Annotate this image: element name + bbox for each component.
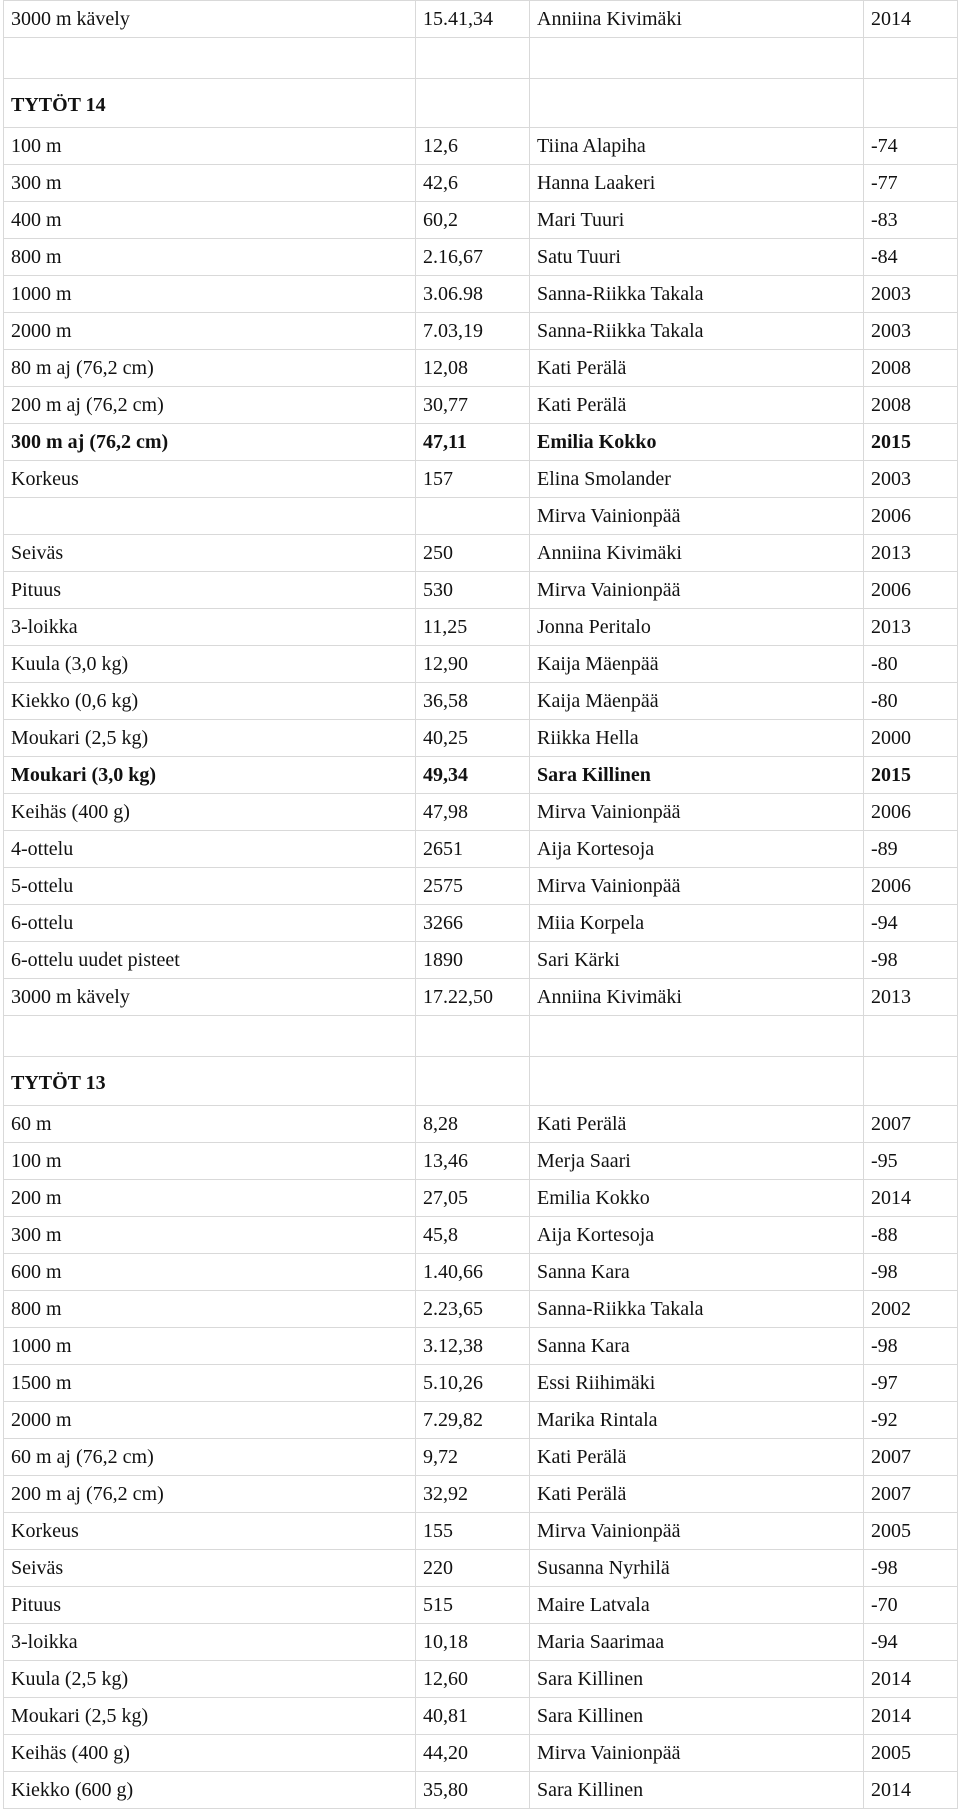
- record-row: [4, 1476, 958, 1513]
- record-row: [4, 424, 958, 461]
- event-cell: 2000 m: [4, 1402, 416, 1439]
- result-cell: 30,77: [416, 387, 530, 424]
- result-cell: 40,25: [416, 720, 530, 757]
- athlete-cell: Susanna Nyrhilä: [530, 1550, 864, 1587]
- year-cell: -88: [864, 1217, 958, 1254]
- result-cell: 12,08: [416, 350, 530, 387]
- athlete-cell: Sanna Kara: [530, 1254, 864, 1291]
- year-cell: 2005: [864, 1735, 958, 1772]
- section-title: TYTÖT 14: [4, 79, 416, 128]
- year-cell: 2013: [864, 609, 958, 646]
- year-cell: -95: [864, 1143, 958, 1180]
- event-cell: 60 m aj (76,2 cm): [4, 1439, 416, 1476]
- empty-cell: [864, 79, 958, 128]
- year-cell: 2007: [864, 1476, 958, 1513]
- athlete-cell: Anniina Kivimäki: [530, 979, 864, 1016]
- athlete-cell: Marika Rintala: [530, 1402, 864, 1439]
- athlete-cell: Mirva Vainionpää: [530, 868, 864, 905]
- result-cell: 2.23,65: [416, 1291, 530, 1328]
- record-row: [4, 868, 958, 905]
- empty-cell: [530, 38, 864, 79]
- record-row: [4, 1772, 958, 1809]
- event-cell: 1000 m: [4, 1328, 416, 1365]
- year-cell: 2014: [864, 1772, 958, 1809]
- year-cell: 2006: [864, 572, 958, 609]
- result-cell: 1.40,66: [416, 1254, 530, 1291]
- result-cell: 9,72: [416, 1439, 530, 1476]
- record-row: [4, 1291, 958, 1328]
- record-row: [4, 609, 958, 646]
- result-cell: 36,58: [416, 683, 530, 720]
- year-cell: 2008: [864, 387, 958, 424]
- athlete-cell: Maria Saarimaa: [530, 1624, 864, 1661]
- event-cell: 200 m: [4, 1180, 416, 1217]
- record-row: [4, 1143, 958, 1180]
- year-cell: -84: [864, 239, 958, 276]
- result-cell: 220: [416, 1550, 530, 1587]
- athlete-cell: Kati Perälä: [530, 1439, 864, 1476]
- record-row: [4, 202, 958, 239]
- athlete-cell: Emilia Kokko: [530, 1180, 864, 1217]
- year-cell: 2015: [864, 424, 958, 461]
- record-row: [4, 1365, 958, 1402]
- record-row: [4, 239, 958, 276]
- result-cell: 49,34: [416, 757, 530, 794]
- athlete-cell: Kati Perälä: [530, 1106, 864, 1143]
- year-cell: 2002: [864, 1291, 958, 1328]
- event-cell: Korkeus: [4, 461, 416, 498]
- result-cell: 157: [416, 461, 530, 498]
- athlete-cell: Sara Killinen: [530, 1698, 864, 1735]
- empty-cell: [864, 1016, 958, 1057]
- year-cell: 2006: [864, 794, 958, 831]
- year-cell: -92: [864, 1402, 958, 1439]
- result-cell: 7.03,19: [416, 313, 530, 350]
- year-cell: 2003: [864, 461, 958, 498]
- athlete-cell: Essi Riihimäki: [530, 1365, 864, 1402]
- record-row: [4, 683, 958, 720]
- result-cell: [416, 498, 530, 535]
- event-cell: 200 m aj (76,2 cm): [4, 387, 416, 424]
- empty-cell: [416, 1057, 530, 1106]
- year-cell: 2014: [864, 1661, 958, 1698]
- year-cell: 2005: [864, 1513, 958, 1550]
- year-cell: -98: [864, 942, 958, 979]
- record-row: [4, 942, 958, 979]
- section-heading-row: [4, 1057, 958, 1106]
- year-cell: -83: [864, 202, 958, 239]
- event-cell: 3000 m kävely: [4, 1, 416, 38]
- year-cell: 2007: [864, 1439, 958, 1476]
- result-cell: 250: [416, 535, 530, 572]
- record-row: [4, 1254, 958, 1291]
- spacer-row: [4, 1016, 958, 1057]
- result-cell: 10,18: [416, 1624, 530, 1661]
- year-cell: 2014: [864, 1698, 958, 1735]
- athlete-cell: Hanna Laakeri: [530, 165, 864, 202]
- event-cell: 1500 m: [4, 1365, 416, 1402]
- event-cell: 4-ottelu: [4, 831, 416, 868]
- result-cell: 27,05: [416, 1180, 530, 1217]
- result-cell: 40,81: [416, 1698, 530, 1735]
- athlete-cell: Anniina Kivimäki: [530, 535, 864, 572]
- athlete-cell: Emilia Kokko: [530, 424, 864, 461]
- record-row: [4, 1698, 958, 1735]
- event-cell: 5-ottelu: [4, 868, 416, 905]
- result-cell: 155: [416, 1513, 530, 1550]
- event-cell: 400 m: [4, 202, 416, 239]
- athlete-cell: Kati Perälä: [530, 387, 864, 424]
- result-cell: 530: [416, 572, 530, 609]
- record-row: [4, 128, 958, 165]
- event-cell: Kuula (3,0 kg): [4, 646, 416, 683]
- athlete-cell: Elina Smolander: [530, 461, 864, 498]
- result-cell: 3266: [416, 905, 530, 942]
- record-row: [4, 646, 958, 683]
- athlete-cell: Tiina Alapiha: [530, 128, 864, 165]
- event-cell: Moukari (3,0 kg): [4, 757, 416, 794]
- athlete-cell: Sari Kärki: [530, 942, 864, 979]
- event-cell: [4, 498, 416, 535]
- athlete-cell: Kati Perälä: [530, 350, 864, 387]
- result-cell: 32,92: [416, 1476, 530, 1513]
- spacer-row: [4, 38, 958, 79]
- year-cell: 2014: [864, 1, 958, 38]
- year-cell: -80: [864, 683, 958, 720]
- event-cell: Pituus: [4, 572, 416, 609]
- empty-cell: [864, 38, 958, 79]
- record-row: [4, 1180, 958, 1217]
- year-cell: 2006: [864, 868, 958, 905]
- year-cell: -70: [864, 1587, 958, 1624]
- record-row: [4, 498, 958, 535]
- event-cell: 800 m: [4, 1291, 416, 1328]
- result-cell: 7.29,82: [416, 1402, 530, 1439]
- record-row: [4, 794, 958, 831]
- event-cell: 80 m aj (76,2 cm): [4, 350, 416, 387]
- year-cell: -77: [864, 165, 958, 202]
- result-cell: 3.12,38: [416, 1328, 530, 1365]
- result-cell: 12,60: [416, 1661, 530, 1698]
- event-cell: 3000 m kävely: [4, 979, 416, 1016]
- records-table-body: [4, 1, 958, 1809]
- athlete-cell: Mirva Vainionpää: [530, 572, 864, 609]
- athlete-cell: Mirva Vainionpää: [530, 498, 864, 535]
- result-cell: 8,28: [416, 1106, 530, 1143]
- athlete-cell: Satu Tuuri: [530, 239, 864, 276]
- year-cell: -94: [864, 1624, 958, 1661]
- empty-cell: [4, 38, 416, 79]
- year-cell: 2003: [864, 313, 958, 350]
- event-cell: 600 m: [4, 1254, 416, 1291]
- year-cell: -89: [864, 831, 958, 868]
- year-cell: 2007: [864, 1106, 958, 1143]
- record-row: [4, 831, 958, 868]
- record-row: [4, 1513, 958, 1550]
- result-cell: 13,46: [416, 1143, 530, 1180]
- event-cell: 100 m: [4, 128, 416, 165]
- athlete-cell: Riikka Hella: [530, 720, 864, 757]
- empty-cell: [416, 79, 530, 128]
- year-cell: 2008: [864, 350, 958, 387]
- athlete-cell: Kaija Mäenpää: [530, 646, 864, 683]
- athlete-cell: Jonna Peritalo: [530, 609, 864, 646]
- event-cell: 300 m: [4, 1217, 416, 1254]
- empty-cell: [530, 79, 864, 128]
- record-row: [4, 1328, 958, 1365]
- result-cell: 2.16,67: [416, 239, 530, 276]
- event-cell: 2000 m: [4, 313, 416, 350]
- athlete-cell: Sanna-Riikka Takala: [530, 313, 864, 350]
- record-row: [4, 905, 958, 942]
- year-cell: 2003: [864, 276, 958, 313]
- record-row: [4, 387, 958, 424]
- event-cell: 100 m: [4, 1143, 416, 1180]
- year-cell: -80: [864, 646, 958, 683]
- empty-cell: [4, 1016, 416, 1057]
- athlete-cell: Sanna-Riikka Takala: [530, 1291, 864, 1328]
- result-cell: 11,25: [416, 609, 530, 646]
- athlete-cell: Anniina Kivimäki: [530, 1, 864, 38]
- result-cell: 12,90: [416, 646, 530, 683]
- athlete-cell: Kati Perälä: [530, 1476, 864, 1513]
- event-cell: Kuula (2,5 kg): [4, 1661, 416, 1698]
- result-cell: 45,8: [416, 1217, 530, 1254]
- year-cell: -98: [864, 1550, 958, 1587]
- result-cell: 2575: [416, 868, 530, 905]
- record-row: [4, 350, 958, 387]
- empty-cell: [416, 38, 530, 79]
- year-cell: -98: [864, 1254, 958, 1291]
- record-row: [4, 979, 958, 1016]
- record-row: [4, 1735, 958, 1772]
- event-cell: 6-ottelu uudet pisteet: [4, 942, 416, 979]
- result-cell: 515: [416, 1587, 530, 1624]
- year-cell: 2013: [864, 979, 958, 1016]
- record-row: [4, 757, 958, 794]
- record-row: [4, 1550, 958, 1587]
- event-cell: 60 m: [4, 1106, 416, 1143]
- event-cell: Seiväs: [4, 535, 416, 572]
- athlete-cell: Kaija Mäenpää: [530, 683, 864, 720]
- record-row: [4, 1106, 958, 1143]
- event-cell: Moukari (2,5 kg): [4, 720, 416, 757]
- event-cell: Kiekko (600 g): [4, 1772, 416, 1809]
- event-cell: 3-loikka: [4, 1624, 416, 1661]
- record-row: [4, 1624, 958, 1661]
- result-cell: 15.41,34: [416, 1, 530, 38]
- athlete-cell: Mari Tuuri: [530, 202, 864, 239]
- athlete-cell: Sanna-Riikka Takala: [530, 276, 864, 313]
- athlete-cell: Sara Killinen: [530, 1772, 864, 1809]
- event-cell: 800 m: [4, 239, 416, 276]
- year-cell: 2013: [864, 535, 958, 572]
- record-row: [4, 313, 958, 350]
- record-row: [4, 1217, 958, 1254]
- year-cell: 2015: [864, 757, 958, 794]
- result-cell: 42,6: [416, 165, 530, 202]
- empty-cell: [416, 1016, 530, 1057]
- record-row: [4, 1, 958, 38]
- athlete-cell: Miia Korpela: [530, 905, 864, 942]
- result-cell: 2651: [416, 831, 530, 868]
- event-cell: 300 m aj (76,2 cm): [4, 424, 416, 461]
- event-cell: 3-loikka: [4, 609, 416, 646]
- athlete-cell: Maire Latvala: [530, 1587, 864, 1624]
- event-cell: Keihäs (400 g): [4, 1735, 416, 1772]
- result-cell: 60,2: [416, 202, 530, 239]
- year-cell: 2000: [864, 720, 958, 757]
- record-row: [4, 1587, 958, 1624]
- result-cell: 47,98: [416, 794, 530, 831]
- result-cell: 5.10,26: [416, 1365, 530, 1402]
- athlete-cell: Sara Killinen: [530, 757, 864, 794]
- event-cell: Kiekko (0,6 kg): [4, 683, 416, 720]
- event-cell: Moukari (2,5 kg): [4, 1698, 416, 1735]
- event-cell: 300 m: [4, 165, 416, 202]
- year-cell: -97: [864, 1365, 958, 1402]
- empty-cell: [864, 1057, 958, 1106]
- record-row: [4, 1439, 958, 1476]
- section-title: TYTÖT 13: [4, 1057, 416, 1106]
- athlete-cell: Sanna Kara: [530, 1328, 864, 1365]
- record-row: [4, 572, 958, 609]
- result-cell: 47,11: [416, 424, 530, 461]
- result-cell: 35,80: [416, 1772, 530, 1809]
- result-cell: 12,6: [416, 128, 530, 165]
- empty-cell: [530, 1016, 864, 1057]
- athlete-cell: Mirva Vainionpää: [530, 1735, 864, 1772]
- athlete-cell: Mirva Vainionpää: [530, 794, 864, 831]
- record-row: [4, 276, 958, 313]
- event-cell: Seiväs: [4, 1550, 416, 1587]
- record-row: [4, 1402, 958, 1439]
- year-cell: 2006: [864, 498, 958, 535]
- record-row: [4, 461, 958, 498]
- year-cell: 2014: [864, 1180, 958, 1217]
- athlete-cell: Aija Kortesoja: [530, 1217, 864, 1254]
- event-cell: 200 m aj (76,2 cm): [4, 1476, 416, 1513]
- record-row: [4, 165, 958, 202]
- year-cell: -74: [864, 128, 958, 165]
- record-row: [4, 720, 958, 757]
- event-cell: Keihäs (400 g): [4, 794, 416, 831]
- record-row: [4, 535, 958, 572]
- result-cell: 3.06.98: [416, 276, 530, 313]
- event-cell: 6-ottelu: [4, 905, 416, 942]
- event-cell: Pituus: [4, 1587, 416, 1624]
- empty-cell: [530, 1057, 864, 1106]
- records-table: [3, 0, 958, 1809]
- event-cell: 1000 m: [4, 276, 416, 313]
- record-row: [4, 1661, 958, 1698]
- athlete-cell: Merja Saari: [530, 1143, 864, 1180]
- result-cell: 1890: [416, 942, 530, 979]
- year-cell: -94: [864, 905, 958, 942]
- result-cell: 44,20: [416, 1735, 530, 1772]
- athlete-cell: Sara Killinen: [530, 1661, 864, 1698]
- event-cell: Korkeus: [4, 1513, 416, 1550]
- athlete-cell: Mirva Vainionpää: [530, 1513, 864, 1550]
- section-heading-row: [4, 79, 958, 128]
- athlete-cell: Aija Kortesoja: [530, 831, 864, 868]
- result-cell: 17.22,50: [416, 979, 530, 1016]
- year-cell: -98: [864, 1328, 958, 1365]
